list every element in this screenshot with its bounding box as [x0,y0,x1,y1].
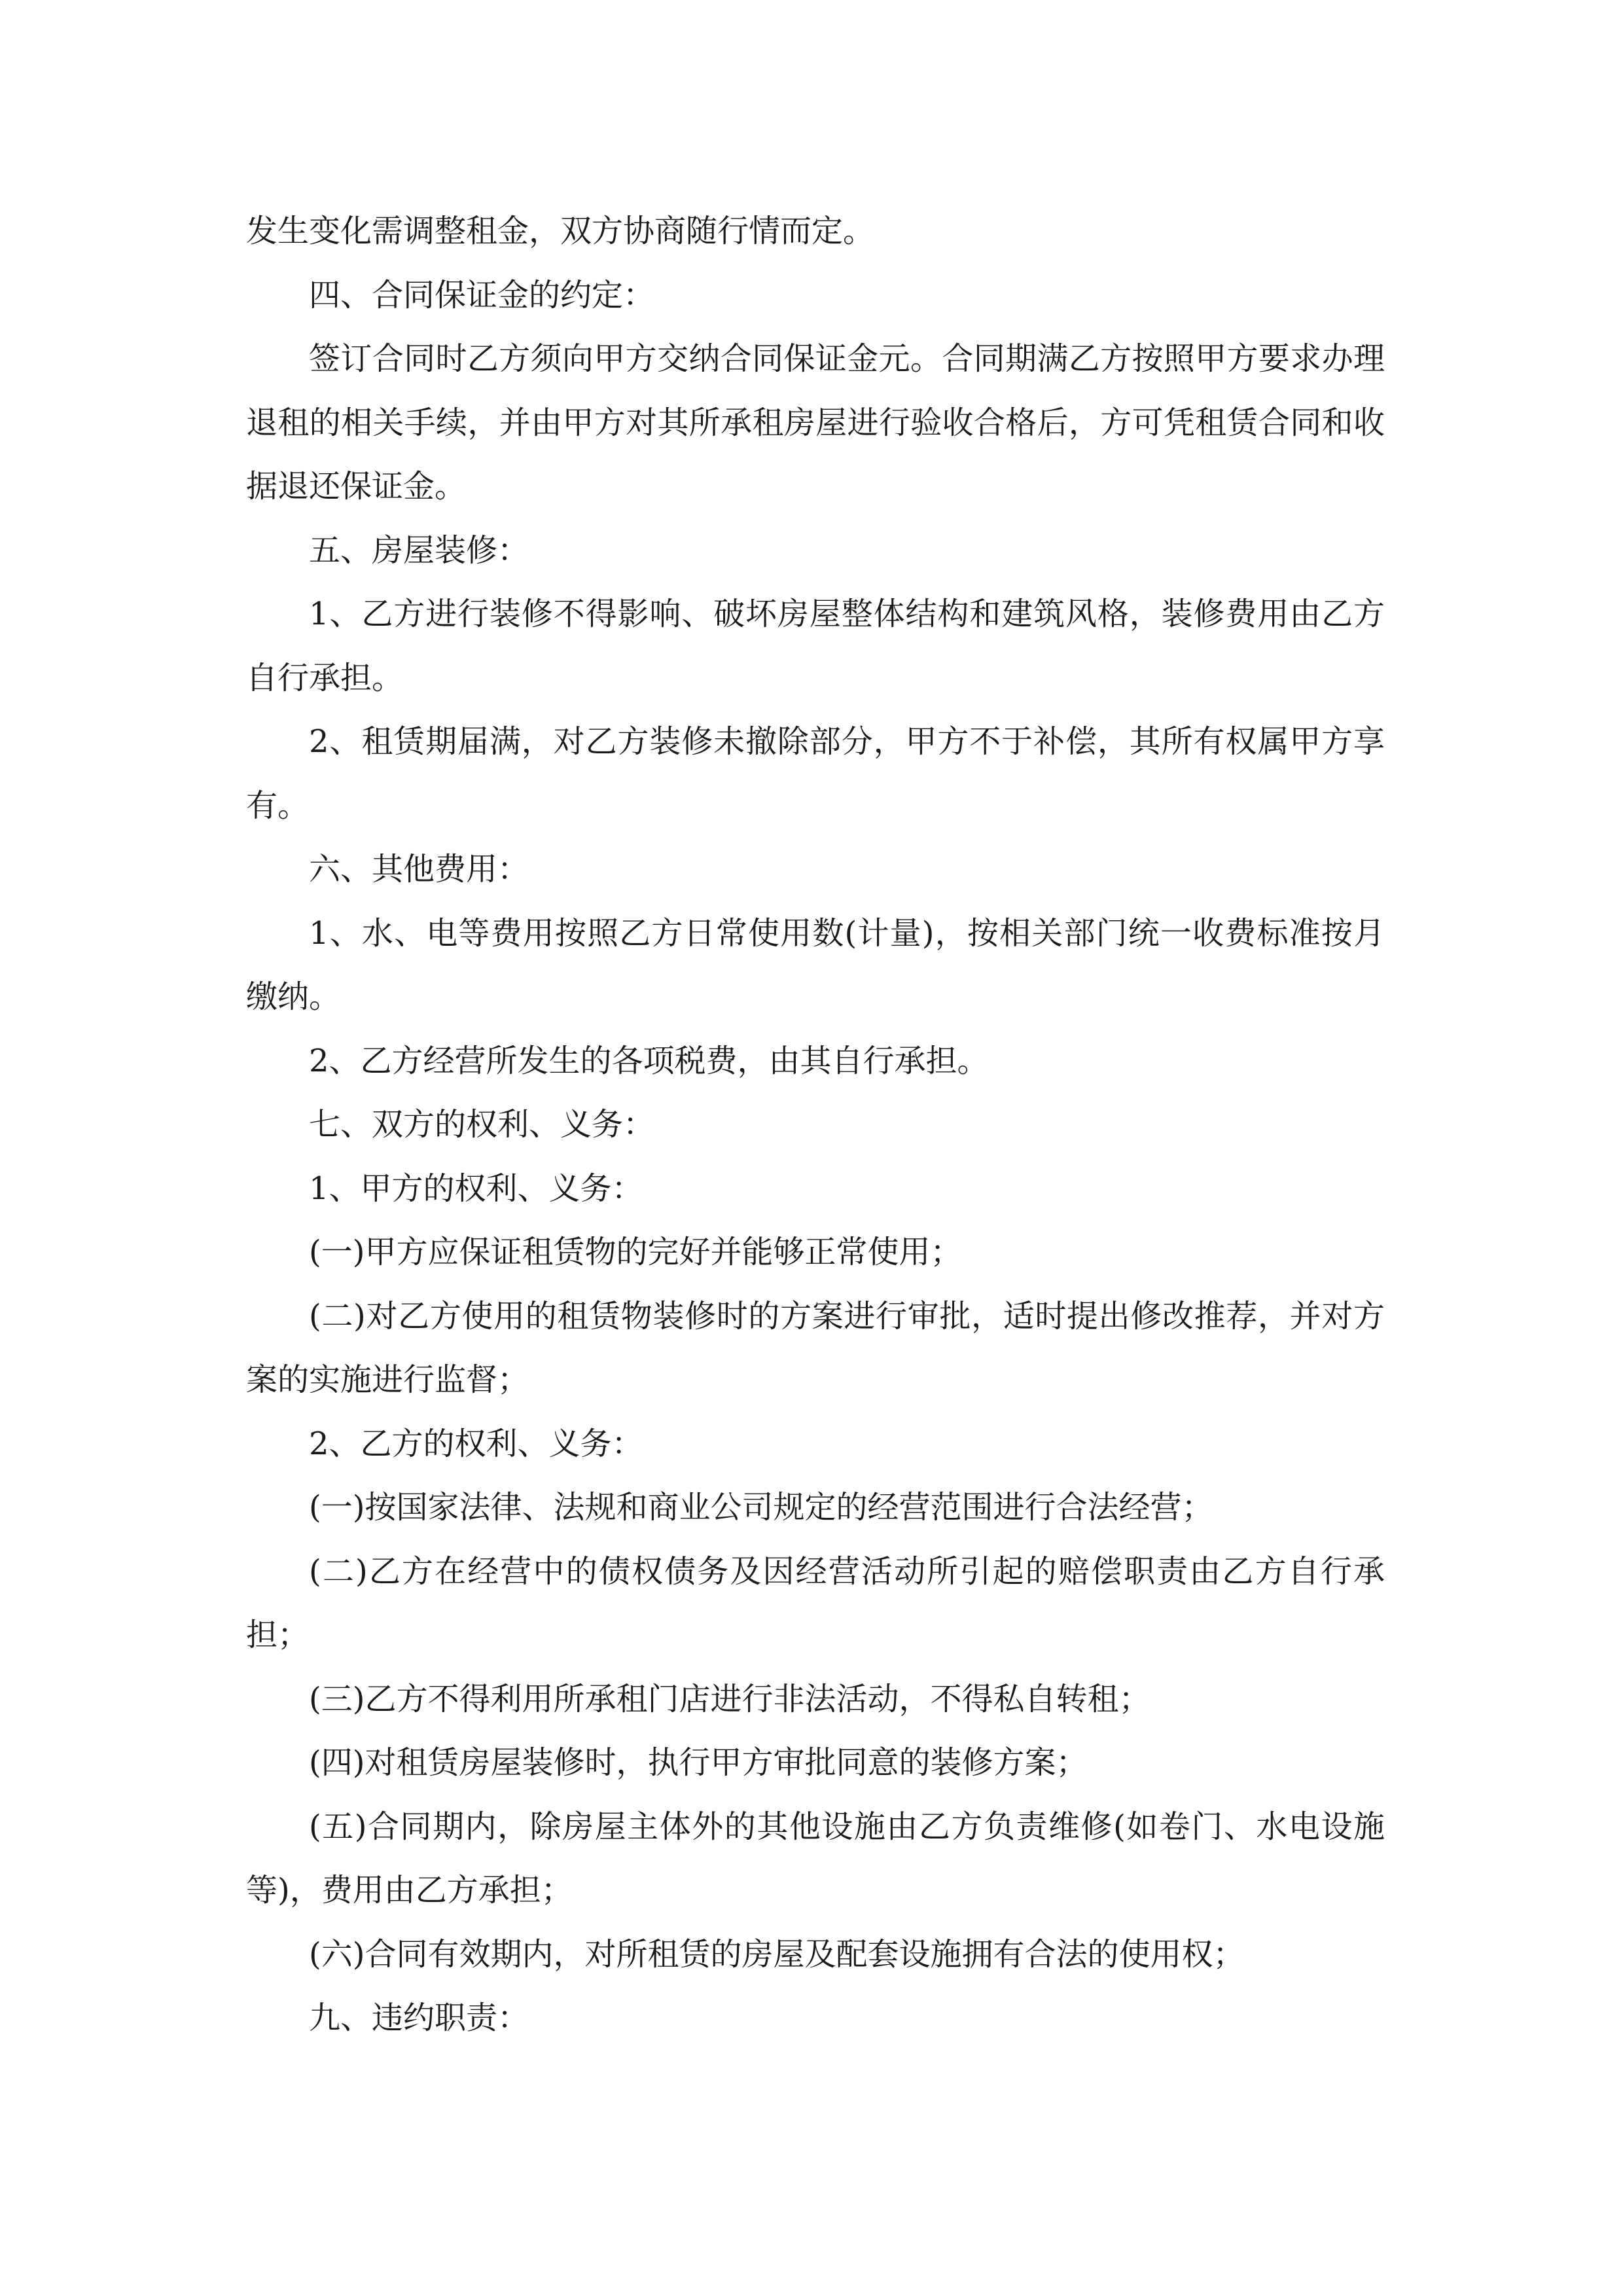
paragraph-renovation-1: 1、乙方进行装修不得影响、破坏房屋整体结构和建筑风格，装修费用由乙方自行承担。 [246,596,1385,696]
paragraph-party-a-1: (一)甲方应保证租赁物的完好并能够正常使用； [309,1234,962,1270]
paragraph-deposit: 签订合同时乙方须向甲方交纳合同保证金元。合同期满乙方按照甲方要求办理退租的相关手续，并由甲方对其所承租房屋进行验收合格后，方可凭租赁合同和收据退还保证金。 [246,340,1385,505]
paragraph-party-b-1: (一)按国家法律、法规和商业公司规定的经营范围进行合法经营； [309,1489,1213,1526]
subheading-party-a: 1、甲方的权利、义务： [309,1170,643,1207]
paragraph-renovation-2: 2、租赁期届满，对乙方装修未撤除部分，甲方不于补偿，其所有权属甲方享有。 [246,723,1385,824]
heading-renovation: 五、房屋装修： [309,531,529,569]
paragraph-fees-2: 2、乙方经营所发生的各项税费，由其自行承担。 [309,1042,989,1079]
document-body [246,200,1385,2051]
heading-other-fees: 六、其他费用： [309,851,529,888]
paragraph-party-b-5: (五)合同期内，除房屋主体外的其他设施由乙方负责维修(如卷门、水电设施等)，费用由乙方承担； [246,1808,1385,1909]
paragraph-party-b-3: (三)乙方不得利用所承租门店进行非法活动，不得私自转租； [309,1680,1150,1717]
heading-deposit: 四、合同保证金的约定： [309,276,655,314]
paragraph-rent-adjustment: 发生变化需调整租金，双方协商随行情而定。 [246,213,875,249]
heading-breach-liability: 九、违约职责： [309,2000,529,2036]
subheading-party-b: 2、乙方的权利、义务： [309,1425,643,1462]
heading-rights-obligations: 七、双方的权利、义务： [309,1106,655,1143]
paragraph-party-b-2: (二)乙方在经营中的债权债务及因经营活动所引起的赔偿职责由乙方自行承担； [246,1552,1385,1653]
paragraph-party-a-2: (二)对乙方使用的租赁物装修时的方案进行审批，适时提出修改推荐，并对方案的实施进行监督； [246,1297,1385,1398]
paragraph-fees-1: 1、水、电等费用按照乙方日常使用数(计量)，按相关部门统一收费标准按月缴纳。 [246,914,1385,1015]
paragraph-party-b-4: (四)对租赁房屋装修时，执行甲方审批同意的装修方案； [309,1744,1088,1781]
paragraph-party-b-6: (六)合同有效期内，对所租赁的房屋及配套设施拥有合法的使用权； [309,1935,1245,1973]
